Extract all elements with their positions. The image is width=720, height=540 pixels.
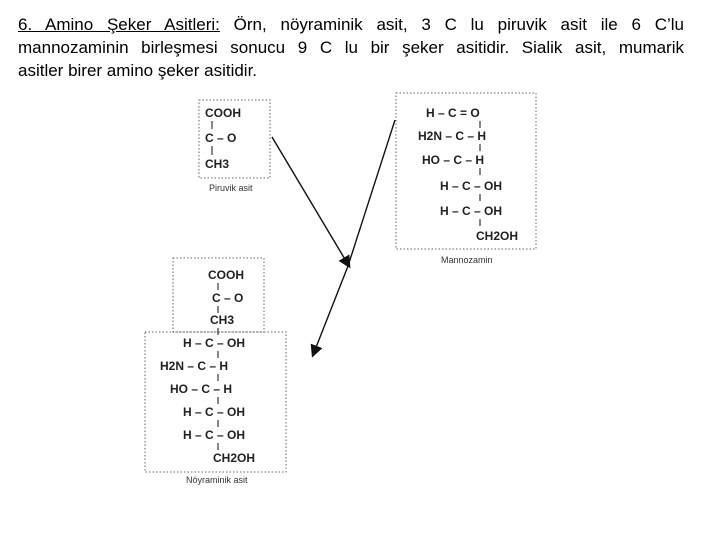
mannozamin-row-2: H2N – C – H	[418, 129, 487, 143]
noyraminik-row-3: CH3	[210, 313, 235, 327]
mannozamin-row-3: HO – C – H	[422, 153, 485, 167]
noyraminik-row-6: HO – C – H	[170, 382, 233, 396]
arrow-from-mannozamin	[348, 120, 395, 266]
mannozamin-row-6: CH2OH	[476, 229, 519, 243]
noyraminik-row-4: H – C – OH	[183, 336, 246, 350]
noyraminik-row-8: H – C – OH	[183, 428, 246, 442]
noyraminik-row-7: H – C – OH	[183, 405, 246, 419]
noyraminik-asit-structure	[145, 258, 286, 485]
mannozamin-row-5: H – C – OH	[440, 204, 503, 218]
noyraminik-row-9: CH2OH	[213, 451, 256, 465]
mannozamin-structure	[396, 93, 536, 265]
mannozamin-caption: Mannozamin	[441, 255, 493, 265]
paragraph-line-3: asitler birer amino şeker asitidir.	[18, 61, 258, 80]
piruvik-row-2: C – O	[205, 131, 237, 145]
noyraminik-row-5: H2N – C – H	[160, 359, 229, 373]
arrow-from-piruvik	[272, 137, 349, 266]
piruvik-row-1: COOH	[205, 106, 241, 120]
noyraminik-row-1: COOH	[208, 268, 244, 282]
mannozamin-row-1: H – C = O	[426, 106, 480, 120]
noyraminik-caption: Nöyraminik asit	[186, 475, 248, 485]
paragraph-line-1: 6. Amino Şeker Asitleri: Örn, nöyraminik asit, 3 C lu piruvik asit ile 6 C’lu	[18, 15, 684, 34]
paragraph-line-2: mannozaminin birleşmesi sonucu 9 C lu bir şeker asitidir. Sialik asit, mumarik	[18, 38, 684, 57]
noyraminik-row-2: C – O	[212, 291, 244, 305]
reaction-arrows	[272, 120, 395, 355]
mannozamin-row-4: H – C – OH	[440, 179, 503, 193]
piruvik-row-3: CH3	[205, 157, 230, 171]
section-title: 6. Amino Şeker Asitleri:	[18, 15, 220, 34]
arrow-to-noyraminik	[313, 266, 348, 355]
piruvik-caption: Piruvik asit	[209, 183, 253, 193]
piruvik-asit-structure	[199, 100, 270, 193]
